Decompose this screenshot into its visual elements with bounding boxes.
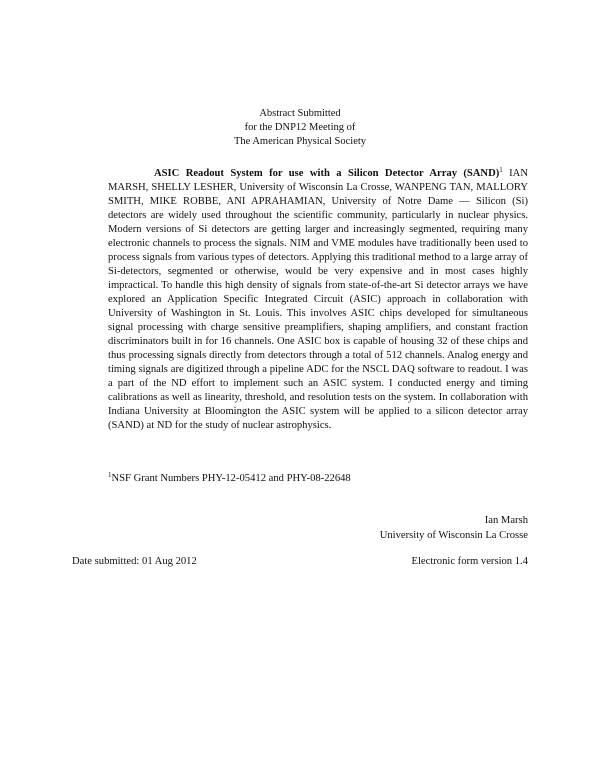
footnote-mark: 1 xyxy=(108,471,112,479)
abstract-paragraph: ASIC Readout System for use with a Silicon Detector Array (SAND)$^1$ IAN MARSH, SHELLY LESHER, University of Wisconsin La Crosse, WANPENG TAN, MALLORY SMITH, MIKE ROBBE, ANI APRAHAMIAN, University of Notre Dame — Silicon (Si) detectors are widely used throughout the scientific community, particularly in nuclear physics. Modern versions of Si detectors are getting larger and increasingly segmented, requiring many electronic channels to process the signals. NIM and VME modules have traditionally been used to process signals from various types of detectors. Applying this traditional method to a large array of Si-detectors, segmented or otherwise, would be very expensive and in most cases highly impractical. To handle this high density of signals from state-of-the-art Si detector arrays we have explored an Application Specific Integrated Circuit (ASIC) approach in collaboration with University of Washington in St. Louis. This involves ASIC chips developed for simultaneous signal processing with charge sensitive preamplifiers, shaping amplifiers, and constant fraction discriminators built in for 16 channels. One ASIC box is capable of housing 32 of these chips and thus processing signals directly from detectors through a total of 512 channels. Analog energy and timing signals are digitized through a pipeline ADC for the NSCL DAQ software to readout. I was a part of the ND effort to implement such an ASIC system. I conducted energy and timing calibrations as well as linearity, threshold, and resolution tests on the system. In collaboration with Indiana University at Bloomington the ASIC system will be applied to a silicon detector array (SAND) at ND for the study of nuclear astrophysics. xyxy=(108,166,529,431)
header-line-3: The American Physical Society xyxy=(233,136,367,147)
abstract-authors: IAN MARSH, SHELLY LESHER, University of Wisconsin La Crosse, WANPENG TAN, MALLORY SMITH, MIKE ROBBE, ANI APRAHAMIAN, University of Notre Dame xyxy=(108,168,528,207)
footnote xyxy=(108,473,528,484)
header-line-2: for the DNP12 Meeting of xyxy=(244,122,356,133)
footnote-text: NSF Grant Numbers PHY-12-05412 and PHY-08-22648 xyxy=(111,473,351,484)
header-line-1: Abstract Submitted xyxy=(259,108,341,119)
abstract-title: ASIC Readout System for use with a Silicon Detector Array (SAND) xyxy=(154,168,500,179)
abstract xyxy=(108,167,528,433)
signature-name: Ian Marsh xyxy=(484,515,528,526)
title-footnote-mark: 1 xyxy=(499,166,503,174)
date-submitted: Date submitted: 01 Aug 2012 xyxy=(72,556,197,567)
abstract-body: Silicon (Si) detectors are widely used throughout the scientific community, particularly in nuclear physics. Modern versions of Si detectors are getting larger and increasingly segmented, requiring many electronic channels to process the signals. NIM and VME modules have traditionally been used to process signals from various types of detectors. Applying this traditional method to a large array of Si-detectors, segmented or otherwise, would be very expensive and in most cases highly impractical. To handle this high density of signals from state-of-the-art Si detector arrays we have explored an Application Specific Integrated Circuit (ASIC) approach in collaboration with University of Washington in St. Louis. This involves ASIC chips developed for simultaneous signal processing with charge sensitive preamplifiers, shaping amplifiers, and constant fraction discriminators built in for 16 channels. One ASIC box is capable of housing 32 of these chips and thus processing signals directly from detectors through a total of 512 channels. Analog energy and timing signals are digitized through a pipeline ADC for the NSCL DAQ software to readout. I was a part of the ND effort to implement such an ASIC system. I conducted energy and timing calibrations as well as linearity, threshold, and resolution tests on the system. In collaboration with Indiana University at Bloomington the ASIC system will be applied to a silicon detector array (SAND) at ND for the study of nuclear astrophysics. xyxy=(108,196,529,431)
header xyxy=(0,107,600,149)
signature-institution: University of Wisconsin La Crosse xyxy=(379,530,528,541)
signature xyxy=(380,513,528,543)
electronic-form-version: Electronic form version 1.4 xyxy=(411,556,528,567)
